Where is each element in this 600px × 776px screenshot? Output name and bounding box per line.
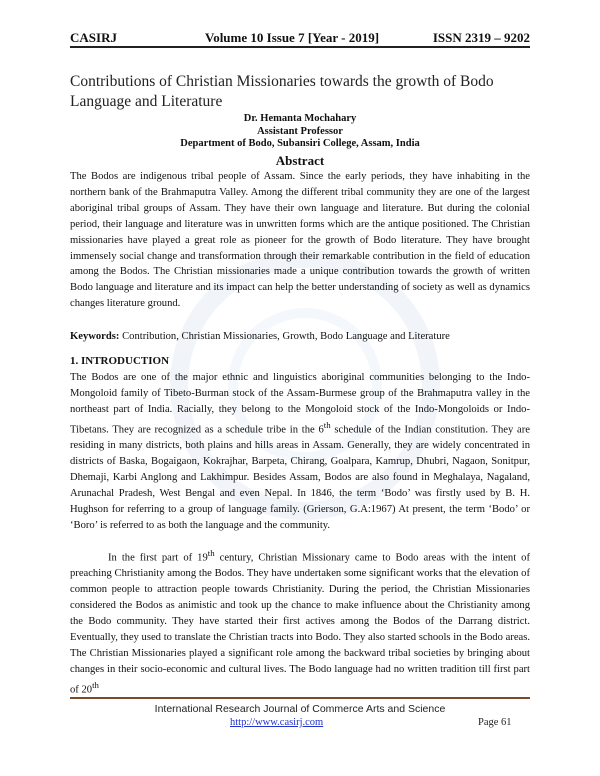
intro-p1-text-a: The Bodos are one of the major ethnic and linguistics aboriginal communities belonging to the Indo-Mongoloid family of Tibeto-Burman stock of the Assam-Burmese group of the Brahmaputra valley in the northeast part of India. Racially, they belong to the Mongoloid stock of the Indo-Mongoloids or Indo-Tibetans. They are recognized as a schedule tribe in the 6	[70, 372, 530, 436]
keywords-list: Contribution, Christian Missionaries, Growth, Bodo Language and Literature	[119, 331, 450, 342]
intro-p1-text-b: schedule of the Indian constitution. They are residing in many districts, both plains and hills areas in Assam. Generally, they are widely concentrated in districts of Baska, Bogaigaon, Kokrajhar, Barpeta, Chirang, Goalpara, Kamrup, Dhubri, Nagaon, Sonitpur, Dhemaji, Karbi Anglong and Lakhimpur. Besides Assam, Bodos are also found in Meghalaya, Nagaland, Arunachal Pradesh, West Bengal and even Nepal. In 1846, the term ‘Bodo’ was firstly used by B. H. Hughson for referring to a group of language family. (Grierson, G.A:1967) At present, the term ‘Bodo’ or ‘Boro’ is referred to as both the language and the community.	[70, 424, 530, 531]
abstract-heading: Abstract	[275, 153, 325, 168]
keywords-label: Keywords:	[70, 331, 120, 342]
author-affiliation: Department of Bodo, Subansiri College, Assam, India	[180, 138, 420, 149]
header-journal: CASIRJ	[70, 30, 117, 45]
article-title: Contributions of Christian Missionaries towards the growth of Bodo Language and Literature	[70, 73, 494, 110]
page-number: Page 61	[478, 717, 512, 728]
header-issn: ISSN 2319 – 9202	[432, 30, 530, 45]
footer-divider	[70, 697, 530, 699]
author-block	[70, 113, 530, 151]
header-volume: Volume 10 Issue 7 [Year - 2019]	[205, 30, 380, 45]
intro-p2-sup: th	[207, 548, 215, 558]
keywords-line	[70, 329, 530, 345]
intro-p2-sup-end: th	[92, 679, 99, 690]
running-header	[70, 28, 530, 48]
intro-paragraph-2	[70, 546, 530, 698]
intro-paragraph-1	[70, 370, 530, 534]
intro-p1-sup: th	[323, 419, 331, 430]
intro-p2-text-a: In the first part of 19	[108, 552, 208, 564]
footer-journal: International Research Journal of Commerce Arts and Science	[154, 703, 446, 715]
section-heading: 1. INTRODUCTION	[70, 355, 170, 367]
author-position: Assistant Professor	[257, 125, 343, 137]
abstract-text: The Bodos are indigenous tribal people of Assam. Since the early periods, they have inhabiting in the northern bank of the Brahmaputra Valley. Among the different tribal community they are one of the largest aboriginal tribal groups of Assam. They have their own language and literature. But during the colonial period, their language and literature was in unwritten forms which are the antique positioned. The Christian missionaries have played a great role as pioneer for the growth of Bodo literature. They have brought immensely social change and transformation through their remarkable contribution in the field of education among the Bodos. The Christian missionaries made a unique contribution towards the growth of written Bodo language and literature and its impact can help the better understanding of society as well as dynamics changes literature ground.	[70, 171, 530, 310]
intro-p2-text-b: century, Christian Missionary came to Bodo areas with the intent of preaching Christianity among the Bodos. They have undertaken some significant works that the elevation of common people to attraction people towards Christianity. During the period, the Christian Missionaries considered the Bodos as animistic and took up the chance to make influence about the Christianity among the Bodo community. They have started their first actives among the Bodos of the Darrang district. Eventually, they used to translate the Christian tracts into Bodo. They also started schools in the Bodo areas. The Christian Missionaries played a significant role among the backward tribal societies by bringing about changes in their socio-economic and cultural lives. The Bodo language had no written tradition till first part of 20	[70, 552, 530, 696]
footer-url-link[interactable]: http://www.casirj.com	[230, 717, 324, 728]
author-name: Dr. Hemanta Mochahary	[243, 113, 357, 124]
